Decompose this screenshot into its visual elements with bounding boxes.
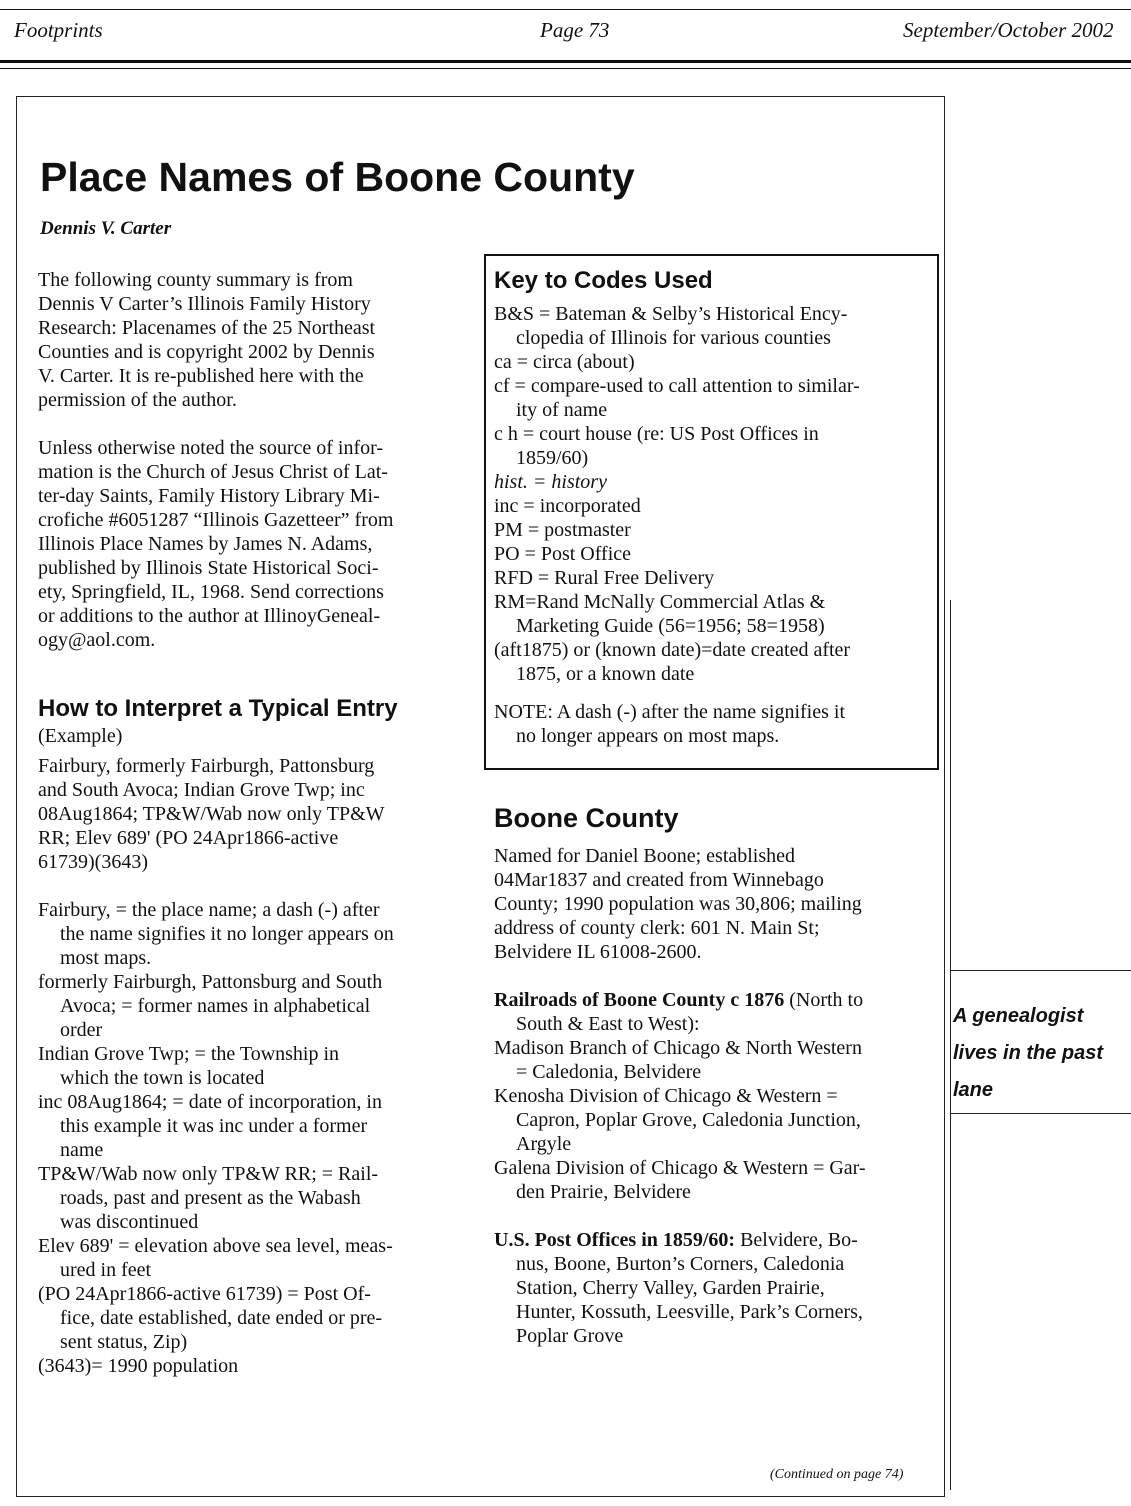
text-line: mation is the Church of Jesus Christ of Lat-	[38, 461, 388, 483]
text-line: Kenosha Division of Chicago & Western =	[494, 1085, 838, 1107]
text-line: sent status, Zip)	[60, 1331, 188, 1353]
example-entry	[38, 754, 458, 874]
text-line: inc 08Aug1864; = date of incorporation, in	[38, 1091, 382, 1113]
list-item	[494, 590, 934, 638]
text-line: 61739)(3643)	[38, 851, 148, 873]
text-line: and South Avoca; Indian Grove Twp; inc	[38, 779, 365, 801]
text-line: Unless otherwise noted the source of infor-	[38, 437, 384, 459]
list-item	[38, 1234, 458, 1282]
article-title: Place Names of Boone County	[40, 154, 635, 200]
text-line: PO = Post Office	[494, 543, 632, 565]
text-line: TP&W/Wab now only TP&W RR; = Rail-	[38, 1163, 379, 1185]
text-line: PM = postmaster	[494, 519, 631, 541]
text-line: c h = court house (re: US Post Offices in	[494, 423, 819, 445]
text-line: RFD = Rural Free Delivery	[494, 567, 715, 589]
text-line: Station, Cherry Valley, Garden Prairie,	[516, 1277, 825, 1299]
list-item	[494, 518, 934, 542]
text-line: which the town is located	[60, 1067, 265, 1089]
text-line: nus, Boone, Burton’s Corners, Caledonia	[516, 1253, 845, 1275]
list-item	[494, 494, 934, 518]
key-note	[494, 700, 934, 748]
key-list	[494, 302, 934, 686]
text-line: crofiche #6051287 “Illinois Gazetteer” from	[38, 509, 394, 531]
continued-note: (Continued on page 74)	[770, 1467, 904, 1482]
text-line: name	[60, 1139, 104, 1161]
postoffices-label: U.S. Post Offices in 1859/60:	[494, 1229, 736, 1251]
header-publication: Footprints	[14, 18, 103, 42]
key-heading: Key to Codes Used	[494, 267, 713, 294]
interpret-heading: How to Interpret a Typical Entry	[38, 695, 398, 722]
list-item	[494, 374, 934, 422]
text-line: County; 1990 population was 30,806; mailing	[494, 893, 862, 915]
text-line: roads, past and present as the Wabash	[60, 1187, 361, 1209]
text-line: formerly Fairburgh, Pattonsburg and South	[38, 971, 383, 993]
header-rule-top	[0, 9, 1131, 10]
text-line: fice, date established, date ended or pre-	[60, 1307, 383, 1329]
pullquote-line: lives in the past	[953, 1042, 1104, 1064]
text-line: Belvidere IL 61008-2600.	[494, 941, 702, 963]
list-item	[494, 1084, 934, 1156]
text-line: permission of the author.	[38, 389, 237, 411]
list-item	[494, 422, 934, 470]
text-line: Capron, Poplar Grove, Caledonia Junction,	[516, 1109, 861, 1131]
key-content	[494, 266, 934, 748]
text-line	[494, 988, 934, 1012]
intro-paragraph-2	[38, 436, 458, 652]
list-item	[494, 302, 934, 350]
text-line: cf = compare-used to call attention to similar-	[494, 375, 860, 397]
text-line: 04Mar1837 and created from Winnebago	[494, 869, 824, 891]
intro-paragraph-1	[38, 268, 458, 412]
list-item	[38, 1090, 458, 1162]
text-line: Named for Daniel Boone; established	[494, 845, 796, 867]
text-line: ca = circa (about)	[494, 351, 635, 373]
text-line: ogy@aol.com.	[38, 629, 156, 651]
text-line: this example it was inc under a former	[60, 1115, 368, 1137]
list-item	[38, 970, 458, 1042]
text-line: RM=Rand McNally Commercial Atlas &	[494, 591, 826, 613]
list-item	[38, 1282, 458, 1354]
header-date: September/October 2002	[903, 18, 1114, 42]
railroads-block	[494, 988, 934, 1204]
list-item	[38, 1042, 458, 1090]
text-line: most maps.	[60, 947, 152, 969]
list-item	[38, 1162, 458, 1234]
header-rule-bottom	[0, 60, 1131, 63]
text-line: no longer appears on most maps.	[516, 725, 780, 747]
text-line: Research: Placenames of the 25 Northeast	[38, 317, 376, 339]
text-line: Madison Branch of Chicago & North Western	[494, 1037, 862, 1059]
list-item	[494, 566, 934, 590]
list-item	[494, 1156, 934, 1204]
text-span: (North to	[784, 989, 864, 1011]
text-line: Counties and is copyright 2002 by Dennis	[38, 341, 375, 363]
text-line: 1859/60)	[516, 447, 589, 469]
text-line: Indian Grove Twp; = the Township in	[38, 1043, 340, 1065]
text-line: or additions to the author at IllinoyGeneal-	[38, 605, 381, 627]
text-line: The following county summary is from	[38, 269, 353, 291]
interpret-list	[38, 898, 458, 1378]
interpret-subheading: (Example)	[38, 725, 123, 747]
text-span: Belvidere, Bo-	[735, 1229, 858, 1251]
left-column	[38, 268, 458, 1378]
text-line: ety, Springfield, IL, 1968. Send corrections	[38, 581, 384, 603]
text-line: published by Illinois State Historical Soci-	[38, 557, 379, 579]
text-line: ter-day Saints, Family History Library Mi-	[38, 485, 380, 507]
text-line: den Prairie, Belvidere	[516, 1181, 691, 1203]
text-line: Fairbury, formerly Fairburgh, Pattonsburg	[38, 755, 375, 777]
text-line: hist. = history	[494, 471, 607, 493]
text-line: South & East to West):	[516, 1013, 700, 1035]
text-line: Fairbury, = the place name; a dash (-) after	[38, 899, 380, 921]
boone-section	[494, 800, 934, 1348]
text-line: (3643)= 1990 population	[38, 1355, 239, 1377]
text-line: Avoca; = former names in alphabetical	[60, 995, 371, 1017]
list-item	[38, 1354, 458, 1378]
postoffices-block	[494, 1228, 934, 1348]
text-line: ured in feet	[60, 1259, 152, 1281]
list-item	[494, 638, 934, 686]
text-line: NOTE: A dash (-) after the name signifies it	[494, 701, 846, 723]
text-line: Galena Division of Chicago & Western = Gar-	[494, 1157, 866, 1179]
text-line: Marketing Guide (56=1956; 58=1958)	[516, 615, 825, 637]
text-line: (PO 24Apr1866-active 61739) = Post Of-	[38, 1283, 371, 1305]
text-line: V. Carter. It is re-published here with the	[38, 365, 364, 387]
text-line: the name signifies it no longer appears on	[60, 923, 394, 945]
list-item	[494, 542, 934, 566]
pullquote	[953, 998, 1131, 1109]
text-line: Dennis V Carter’s Illinois Family History	[38, 293, 371, 315]
text-line: B&S = Bateman & Selby’s Historical Ency-	[494, 303, 848, 325]
text-line: Elev 689' = elevation above sea level, meas-	[38, 1235, 393, 1257]
boone-heading: Boone County	[494, 803, 679, 833]
text-line	[494, 1228, 934, 1252]
text-line: Poplar Grove	[516, 1325, 624, 1347]
text-line: order	[60, 1019, 103, 1041]
text-line: clopedia of Illinois for various counties	[516, 327, 831, 349]
text-line: Illinois Place Names by James N. Adams,	[38, 533, 373, 555]
pullquote-line: lane	[953, 1079, 994, 1101]
text-line: Argyle	[516, 1133, 572, 1155]
text-line: 08Aug1864; TP&W/Wab now only TP&W	[38, 803, 385, 825]
text-line: address of county clerk: 601 N. Main St;	[494, 917, 820, 939]
header-page-number: Page 73	[540, 18, 610, 42]
text-line: was discontinued	[60, 1211, 199, 1233]
boone-summary	[494, 844, 934, 964]
text-line: (aft1875) or (known date)=date created after	[494, 639, 851, 661]
text-line: 1875, or a known date	[516, 663, 695, 685]
pullquote-line: A genealogist	[953, 1005, 1084, 1027]
list-item	[38, 898, 458, 970]
list-item	[494, 350, 934, 374]
text-line: Hunter, Kossuth, Leesville, Park’s Corners,	[516, 1301, 863, 1323]
text-line: ity of name	[516, 399, 608, 421]
text-line: = Caledonia, Belvidere	[516, 1061, 702, 1083]
railroads-label: Railroads of Boone County c 1876	[494, 989, 785, 1011]
list-item	[494, 1036, 934, 1084]
header-rule-thin	[0, 68, 1131, 69]
article-author: Dennis V. Carter	[40, 218, 172, 239]
list-item	[494, 470, 934, 494]
text-line: RR; Elev 689' (PO 24Apr1866-active	[38, 827, 339, 849]
text-line: inc = incorporated	[494, 495, 641, 517]
